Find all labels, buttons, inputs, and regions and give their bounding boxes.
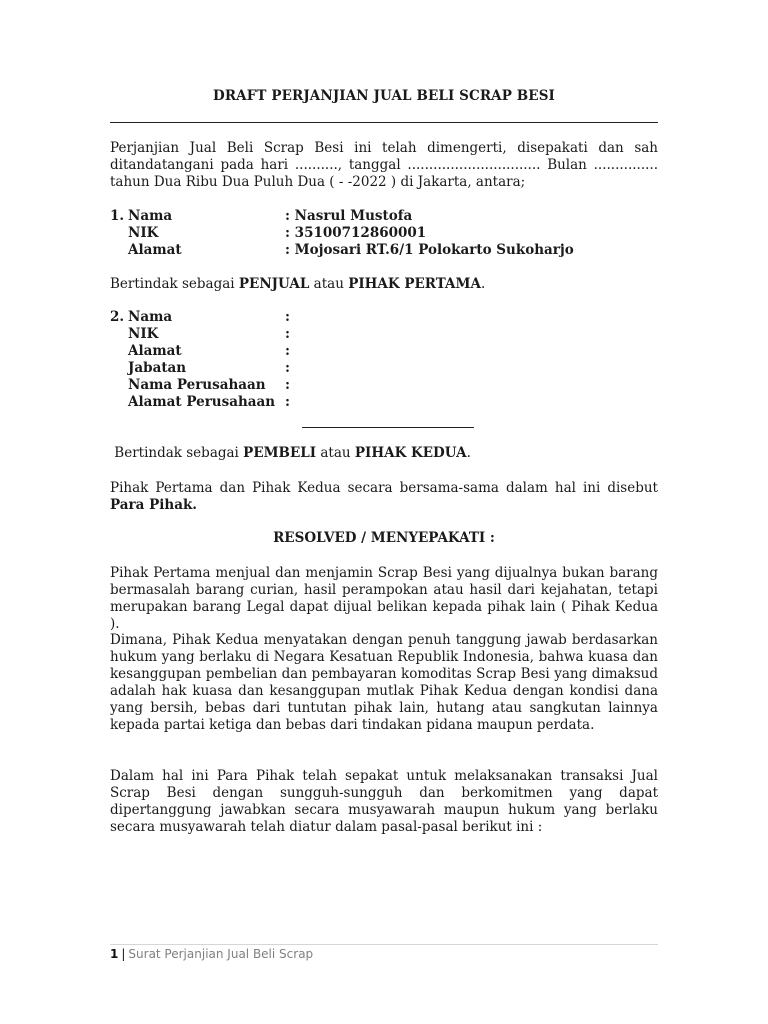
party-2-value: :	[285, 343, 290, 359]
party-2-row-nama-perusahaan	[110, 377, 290, 394]
party-2-role: Bertindak sebagai PEMBELI atau PIHAK KEDUA.	[110, 445, 471, 461]
party-2-row-nik	[110, 326, 290, 343]
party-2-row-alamat-perusahaan	[110, 394, 290, 411]
party-2-label: Alamat Perusahaan	[128, 394, 276, 410]
party-2-value: :	[285, 394, 290, 410]
party-1-row-alamat	[110, 242, 574, 259]
clause-paragraph-3: Dalam hal ini Para Pihak telah sepakat untuk melaksanakan transaksi Jual Scrap Besi dengan sungguh-sungguh dan berkomitmen yang dapat dipertanggung jawabkan secara musyawarah maupun hukum yang berlaku secara musyawarah telah diatur dalam pasal-pasal berikut ini :	[110, 768, 658, 835]
footer-divider	[110, 944, 658, 945]
party-2-value: :	[285, 377, 290, 393]
party-1-label: NIK	[128, 225, 159, 241]
party-2-underline	[302, 427, 474, 428]
party-1-label: Nama	[128, 208, 173, 224]
para-pihak-paragraph: Pihak Pertama dan Pihak Kedua secara bersama-sama dalam hal ini disebut Para Pihak.	[110, 480, 658, 513]
party-2-row-alamat	[110, 343, 290, 360]
party-1-value: : Mojosari RT.6/1 Polokarto Sukoharjo	[285, 242, 574, 258]
party-2-row-name	[110, 309, 290, 326]
party-1-value: : 35100712860001	[285, 225, 427, 241]
party-1-role: Bertindak sebagai PENJUAL atau PIHAK PERTAMA.	[110, 276, 486, 292]
role-pembeli: PEMBELI	[243, 445, 317, 461]
party-2-label: NIK	[128, 326, 159, 342]
party-2-value: :	[285, 326, 290, 342]
role-penjual: PENJUAL	[238, 276, 310, 292]
document-title: DRAFT PERJANJIAN JUAL BELI SCRAP BESI	[213, 88, 555, 104]
party-2-number: 2.	[110, 309, 125, 325]
title-divider	[110, 122, 658, 123]
party-2-row-jabatan	[110, 360, 290, 377]
party-1-row-name	[110, 208, 574, 225]
party-2-label: Nama	[128, 309, 173, 325]
party-2-label: Nama Perusahaan	[128, 377, 266, 393]
party-2-value: :	[285, 309, 290, 325]
clause-paragraph-1: Pihak Pertama menjual dan menjamin Scrap Besi yang dijualnya bukan barang bermasalah barang curian, hasil perampokan atau hasil dari kejahatan, tetapi merupakan barang Legal dapat dijual belikan kepada pihak lain ( Pihak Kedua ).	[110, 565, 658, 632]
party-1-row-nik	[110, 225, 574, 242]
party-1-block	[110, 208, 574, 259]
party-2-label: Jabatan	[128, 360, 187, 376]
intro-paragraph: Perjanjian Jual Beli Scrap Besi ini telah dimengerti, disepakati dan sah ditandatangani pada hari .........., tanggal ............................... Bulan ............... tahun Dua Ribu Dua Puluh Dua ( - -2022 ) di Jakarta, antara;	[110, 140, 658, 190]
page-footer	[110, 947, 313, 961]
para-pihak-term: Para Pihak.	[110, 497, 197, 513]
party-2-value: :	[285, 360, 290, 376]
party-1-value: : Nasrul Mustofa	[285, 208, 413, 224]
footer-text: Surat Perjanjian Jual Beli Scrap	[128, 947, 314, 961]
role-pihak-kedua: PIHAK KEDUA	[354, 445, 467, 461]
role-pihak-pertama: PIHAK PERTAMA	[348, 276, 481, 292]
footer-separator: |	[121, 947, 126, 961]
clause-paragraph-2: Dimana, Pihak Kedua menyatakan dengan penuh tanggung jawab berdasarkan hukum yang berlaku di Negara Kesatuan Republik Indonesia, bahwa kuasa dan kesanggupan pembelian dan pembayaran komoditas Scrap Besi yang dimaksud adalah hak kuasa dan kesanggupan mutlak Pihak Kedua dengan kondisi dana yang bersih, bebas dari tuntutan pihak lain, hutang atau sangkutan lainnya kepada partai ketiga dan bebas dari tindakan pidana maupun perdata.	[110, 632, 658, 733]
party-2-label: Alamat	[128, 343, 182, 359]
party-1-label: Alamat	[128, 242, 182, 258]
resolved-heading: RESOLVED / MENYEPAKATI :	[273, 530, 495, 546]
party-1-number: 1.	[110, 208, 125, 224]
party-2-block	[110, 309, 290, 411]
page-number: 1	[110, 947, 119, 961]
